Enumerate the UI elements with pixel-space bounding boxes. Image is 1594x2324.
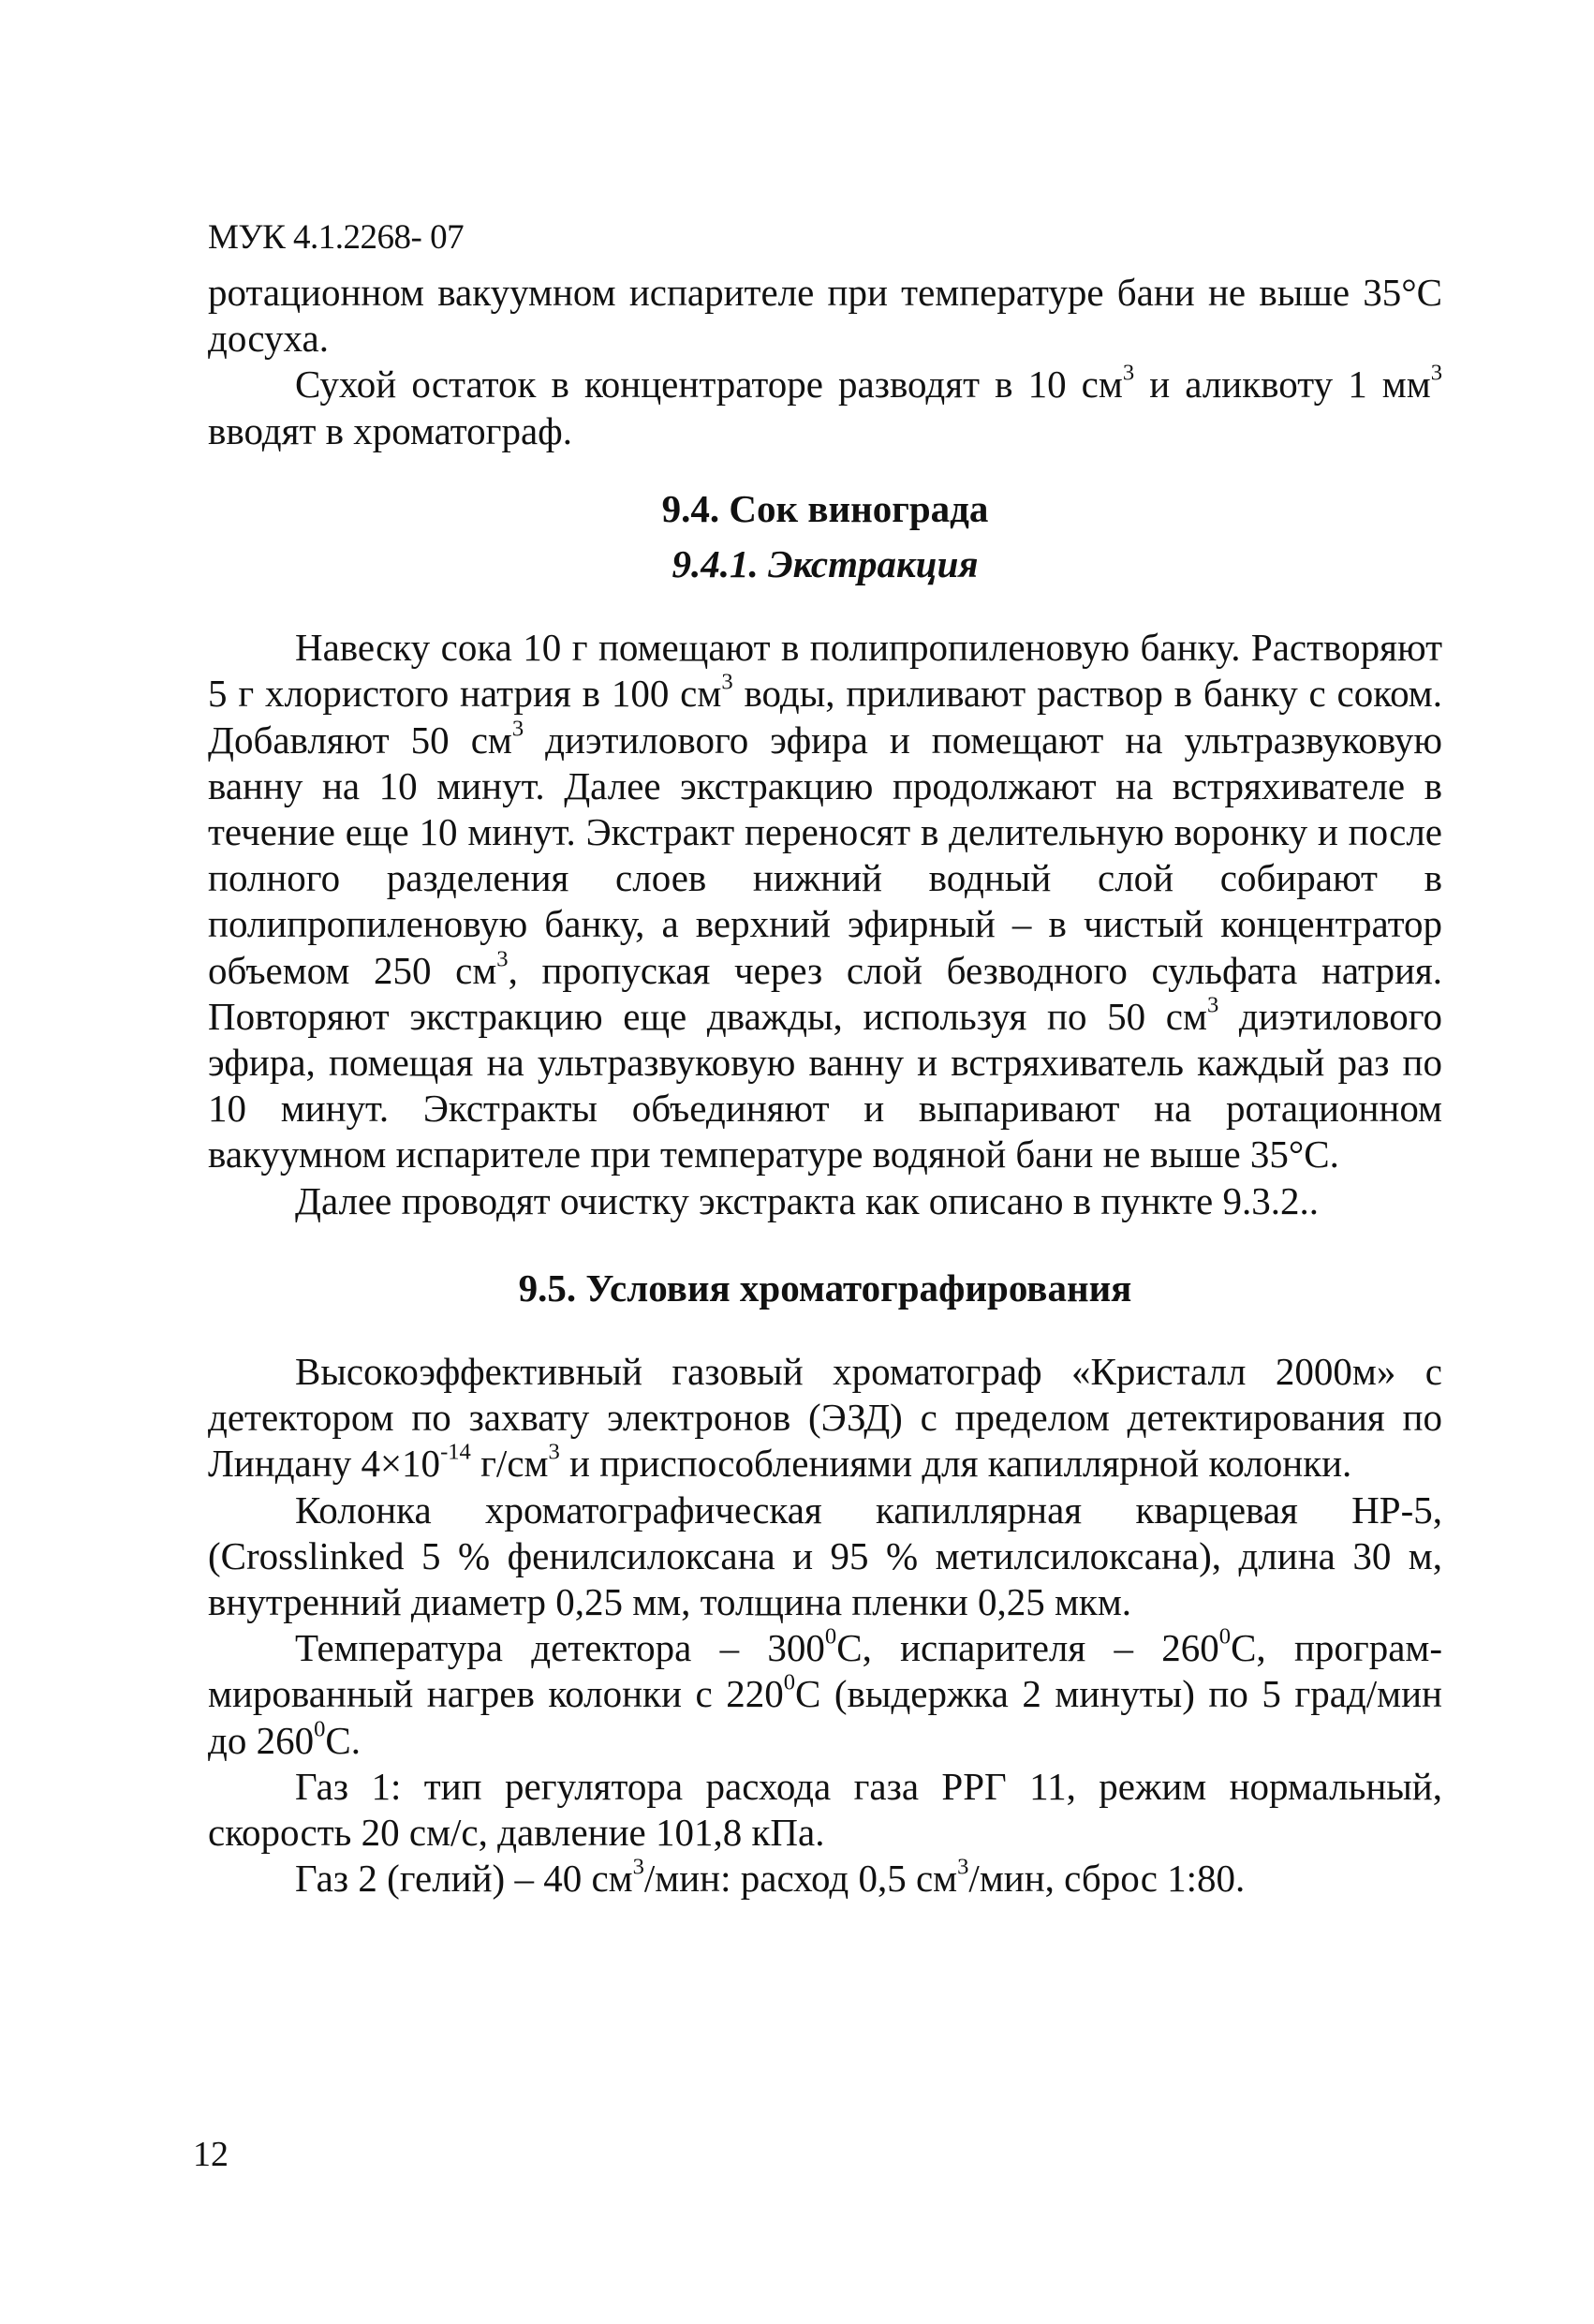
subsection-heading-9-4-1: 9.4.1. Экстракция <box>672 542 979 586</box>
page-content <box>208 270 1442 1902</box>
paragraph-rotary-evaporation: ротационном вакуумном испарителе при температуре бани не выше 35°С досуха. <box>208 271 1442 361</box>
superscript: 3 <box>1430 360 1442 386</box>
paragraph-gas-1: Газ 1: тип регулятора расхода газа РРГ 11, режим нормальный, скорость 20 см/с, давление 101,8 кПа. <box>208 1764 1442 1855</box>
paragraph-temperature: Температура детектора – $300^0С$, испарителя – $260^0С$, программированный нагрев колонки с $220^0С$ (выдержка 2 минуты) по 5 град/мин до $260^0С$. <box>208 1623 1443 1762</box>
superscript: 0 <box>1218 1623 1232 1650</box>
superscript: 3 <box>548 1440 560 1466</box>
superscript: 3 <box>721 669 733 695</box>
document-code-header: МУК 4.1.2268- 07 <box>208 218 465 257</box>
paragraph-cleanup: Далее проводят очистку экстракта как описано в пункте 9.3.2.. <box>295 1178 1319 1222</box>
superscript: -14 <box>440 1440 471 1466</box>
superscript: 3 <box>632 1854 644 1880</box>
paragraph-chromatograph: Высокоэффективный газовый хроматограф «Кристалл 2000м» с детектором по захвату электронов (ЭЗД) с пределом детектирования по Линдану $4\times 10^{-14}$ $г/см^3$ и приспособлениями для капиллярной колонки. <box>208 1350 1442 1486</box>
superscript: 3 <box>1206 992 1219 1018</box>
superscript: 0 <box>783 1670 795 1696</box>
paragraph-gas-2: Газ 2 (гелий) – 40 $см^3$/мин: расход 0,5 $см^3$/мин, сброс 1:80. <box>295 1854 1246 1901</box>
paragraph-extraction: Навеску сока 10 г помещают в полипропиленовую банку. Растворяют 5 г хлористого натрия в 100 $см^3$ воды, приливают раствор в банку с соком. Добавляют 50 $см^3$ диэтилового эфира и помещают на ультразвуковую ванну на 10 минут. Далее экстракцию продолжают на встряхивателе в течение еще 10 минут. Экстракт переносят в делительную воронку и после полного разделения слоев нижний водный слой собирают в полипропиленовую банку, а верхний эфирный – в чистый концентратор объемом 250 $см^3$, пропуская через слой безводного сульфата натрия. Повторяют экстракцию еще дважды, используя по 50 $см^3$ диэтилового эфира, помещая на ультразвуковую ванну и встряхиватель каждый раз по 10 минут. Экстракты объединяют и выпаривают на ротационном вакуумном испарителе при температуре водяной бани не выше 35°С. <box>208 626 1443 1177</box>
paragraph-column: Колонка хроматографическая капиллярная кварцевая НР-5, (Crosslinked 5 % фенилсилоксана и 95 % метилсилоксана), длина 30 м, внутренний диаметр 0,25 мм, толщина пленки 0,25 мкм. <box>208 1488 1442 1624</box>
superscript: 3 <box>957 1854 969 1880</box>
superscript: 3 <box>1122 360 1135 386</box>
superscript: 0 <box>314 1716 326 1742</box>
page-number: 12 <box>193 2135 229 2174</box>
section-heading-9-5: 9.5. Условия хроматографирования <box>518 1266 1132 1310</box>
superscript: 3 <box>511 716 524 742</box>
superscript: 3 <box>496 946 509 972</box>
section-heading-9-4: 9.4. Сок винограда <box>661 486 989 530</box>
superscript: 0 <box>824 1623 837 1650</box>
paragraph-dry-residue: Сухой остаток в концентраторе разводят в 10 $см^3$ и аликвоту 1 $мм^3$ вводят в хроматограф. <box>208 360 1442 452</box>
